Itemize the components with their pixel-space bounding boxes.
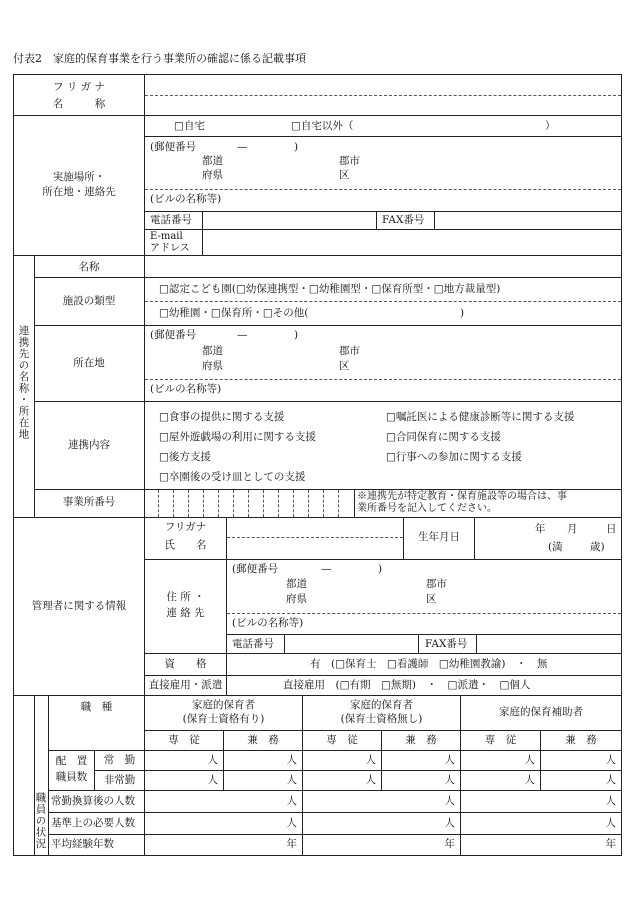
dashed-divider (145, 189, 621, 190)
digit-divider (218, 490, 219, 517)
unit-label: 人 (286, 795, 297, 807)
manager-furigana-label: フリガナ (164, 521, 207, 533)
row-divider (48, 790, 621, 791)
qualification-options[interactable]: 有 (□保育士 □看護師 □幼稚園教諭) ・ 無 (310, 658, 548, 670)
dash: — (321, 563, 332, 575)
building-label: (ビルの名称等) (150, 193, 222, 205)
postal-label: (郵便番号 (232, 563, 279, 575)
content-label: 連携内容 (68, 439, 110, 451)
office-number-label: 事業所番号 (62, 496, 116, 508)
digit-divider (233, 490, 234, 517)
subcol-header: 兼 務 (405, 734, 437, 746)
unit-label: 人 (286, 817, 297, 829)
experience-label: 平均経験年数 (51, 838, 114, 850)
paren: ) (460, 307, 465, 319)
col-divider (376, 211, 377, 229)
col-divider (284, 634, 285, 653)
phone-label: 電話番号 (150, 214, 192, 226)
unit-label: 人 (605, 795, 616, 807)
digit-divider (203, 490, 204, 517)
subcol-header: 専 従 (326, 734, 358, 746)
facility-type-label: 施設の類型 (62, 295, 116, 307)
col-divider (144, 255, 145, 517)
support-option[interactable]: □屋外遊戯場の利用に関する支援 (159, 431, 316, 443)
row-divider (145, 559, 621, 560)
unit-label: 人 (207, 754, 218, 766)
digit-divider (323, 490, 324, 517)
col-divider (474, 517, 475, 559)
unit-label: 人 (365, 754, 376, 766)
partner-name-label: 名称 (78, 261, 100, 273)
dashed-divider (227, 537, 403, 538)
unit-label: 人 (524, 774, 535, 786)
dash: — (237, 329, 248, 341)
postal-label: (郵便番号 (150, 329, 197, 341)
support-option[interactable]: □卒園後の受け皿としての支援 (159, 471, 306, 483)
todo-label: 都道 (202, 345, 223, 357)
building-label: (ビルの名称等) (232, 617, 304, 629)
support-option[interactable]: □後方支援 (159, 451, 211, 463)
unit-label: 人 (444, 817, 455, 829)
digit-divider (278, 490, 279, 517)
row-divider (14, 517, 621, 518)
row-divider (145, 730, 621, 731)
birthdate-label: 生年月日 (418, 531, 460, 543)
unit-label: 人 (207, 774, 218, 786)
postal-label: (郵便番号 (150, 141, 197, 153)
unit-label: 人 (286, 754, 297, 766)
col-header: 家庭的保育補助者 (499, 706, 583, 718)
row-divider (34, 401, 621, 402)
dashed-divider (145, 301, 621, 302)
ku-label: 区 (426, 593, 437, 605)
qualification-label: 資 格 (164, 658, 207, 670)
dashed-divider (145, 379, 621, 380)
unit-label: 人 (444, 795, 455, 807)
fuken-label: 府県 (202, 360, 223, 372)
digit-divider (158, 490, 159, 517)
unit-label: 人 (444, 774, 455, 786)
manager-label: 管理者に関する情報 (31, 600, 127, 612)
unit-label: 人 (605, 817, 616, 829)
fax-label: FAX番号 (382, 214, 425, 226)
col-divider (144, 75, 145, 255)
location-label-a: 実施場所・ (52, 171, 106, 183)
building-label: (ビルの名称等) (150, 383, 222, 395)
unit-label: 人 (605, 774, 616, 786)
col-divider (434, 211, 435, 229)
age-label: (満 (548, 541, 563, 553)
facility-type-option[interactable]: □幼稚園・□保育所・□その他( (159, 307, 309, 319)
digit-divider (263, 490, 264, 517)
row-divider (14, 695, 621, 696)
subcol-header: 専 従 (168, 734, 200, 746)
row-divider (34, 277, 621, 278)
subcol-header: 専 従 (484, 734, 517, 746)
fuken-label: 府県 (286, 593, 307, 605)
col-divider (354, 489, 355, 517)
row-divider (94, 770, 621, 771)
row-divider (145, 675, 621, 676)
not-home-checkbox[interactable]: □自宅以外（ (291, 120, 354, 132)
paren: ) (378, 563, 383, 575)
unit-label: 年 (444, 838, 455, 850)
employment-label: 直接雇用・派遣 (148, 679, 223, 691)
ku-label: 区 (339, 169, 350, 181)
row-divider (14, 255, 621, 256)
gunshi-label: 郡市 (339, 155, 360, 167)
subcol-header: 兼 務 (565, 734, 597, 746)
support-option[interactable]: □行事への参加に関する支援 (386, 451, 522, 463)
row-divider (145, 136, 621, 137)
unit-label: 人 (365, 774, 376, 786)
gunshi-label: 郡市 (339, 345, 360, 357)
employment-options[interactable]: 直接雇用 (□有期 □無期) ・ □派遣・ □個人 (283, 679, 531, 691)
manager-address-label: 住 所 ・ (166, 591, 205, 603)
unit-label: 年 (286, 838, 297, 850)
furigana-label: フ リ ガ ナ (52, 81, 105, 93)
paren: ) (294, 141, 299, 153)
unit-label: 年 (605, 838, 616, 850)
office-note: ※連携先が特定教育・保育施設等の場合は、事 (357, 491, 567, 502)
email-label: アドレス (150, 243, 190, 254)
digit-divider (293, 490, 294, 517)
partner-side-label: 連携先の名称・所在地 (17, 325, 30, 440)
row-divider (227, 634, 621, 635)
col-divider (476, 634, 477, 653)
col-divider (226, 517, 227, 695)
row-divider (145, 229, 621, 230)
staff-count-label: 職員数 (55, 771, 88, 783)
digit-divider (173, 490, 174, 517)
col-header: (保育士資格有り) (182, 713, 265, 725)
fax-label: FAX番号 (425, 638, 468, 650)
digit-divider (338, 490, 339, 517)
row-divider (48, 834, 621, 835)
age-label: 歳) (590, 541, 605, 553)
home-checkbox[interactable]: □自宅 (174, 120, 205, 132)
fulltime-label: 常 勤 (103, 754, 136, 766)
dashed-divider (145, 95, 621, 96)
ku-label: 区 (339, 360, 350, 372)
dash: — (237, 141, 248, 153)
gunshi-label: 郡市 (426, 578, 447, 590)
dashed-divider (227, 613, 621, 614)
digit-divider (188, 490, 189, 517)
row-divider (48, 750, 621, 751)
partner-address-label: 所在地 (73, 357, 105, 369)
row-divider (34, 489, 621, 490)
required-label: 基準上の必要人数 (51, 817, 135, 829)
support-option[interactable]: □合同保育に関する支援 (386, 431, 501, 443)
row-divider (34, 325, 621, 326)
todo-label: 都道 (202, 155, 223, 167)
paren: ) (294, 329, 299, 341)
row-divider (145, 211, 621, 212)
manager-name-label: 氏 名 (164, 539, 207, 551)
support-option[interactable]: □食事の提供に関する支援 (159, 411, 285, 423)
page-title: 付表2 家庭的保育事業を行う事業所の確認に係る記載事項 (13, 52, 306, 65)
paren: ） (545, 120, 556, 132)
fte-label: 常勤換算後の人数 (51, 795, 135, 807)
row-divider (145, 653, 621, 654)
name-label: 名 称 (52, 98, 106, 110)
unit-label: 人 (605, 754, 616, 766)
location-label-b: 所在地・連絡先 (42, 186, 116, 198)
staff-side-label: 職員の状況 (34, 792, 47, 850)
row-divider (14, 115, 621, 116)
todo-label: 都道 (286, 578, 307, 590)
support-option[interactable]: □嘱託医による健康診断等に関する支援 (386, 411, 575, 423)
row-divider (48, 812, 621, 813)
col-header: (保育士資格無し) (340, 713, 423, 725)
col-header: 家庭的保育者 (192, 699, 255, 711)
unit-label: 人 (524, 754, 535, 766)
parttime-label: 非常勤 (103, 774, 136, 786)
email-label: E-mail (150, 231, 183, 242)
fuken-label: 府県 (202, 169, 223, 181)
facility-type-option[interactable]: □認定こども園(□幼保連携型・□幼稚園型・□保育所型・□地方裁量型) (159, 283, 501, 295)
form-table (13, 74, 622, 856)
col-divider (202, 211, 203, 255)
unit-label: 人 (286, 774, 297, 786)
staff-count-label: 配 置 (55, 755, 88, 767)
day-label: 日 (606, 523, 617, 535)
col-divider (418, 634, 419, 653)
month-label: 月 (567, 523, 578, 535)
phone-label: 電話番号 (232, 638, 274, 650)
subcol-header: 兼 務 (247, 734, 279, 746)
unit-label: 人 (444, 754, 455, 766)
manager-address-label: 連 絡 先 (166, 607, 205, 619)
digit-divider (248, 490, 249, 517)
office-note: 業所番号を記入してください。 (357, 503, 497, 514)
year-label: 年 (535, 523, 546, 535)
col-header: 家庭的保育者 (350, 699, 413, 711)
job-type-label: 職 種 (80, 701, 113, 713)
digit-divider (308, 490, 309, 517)
